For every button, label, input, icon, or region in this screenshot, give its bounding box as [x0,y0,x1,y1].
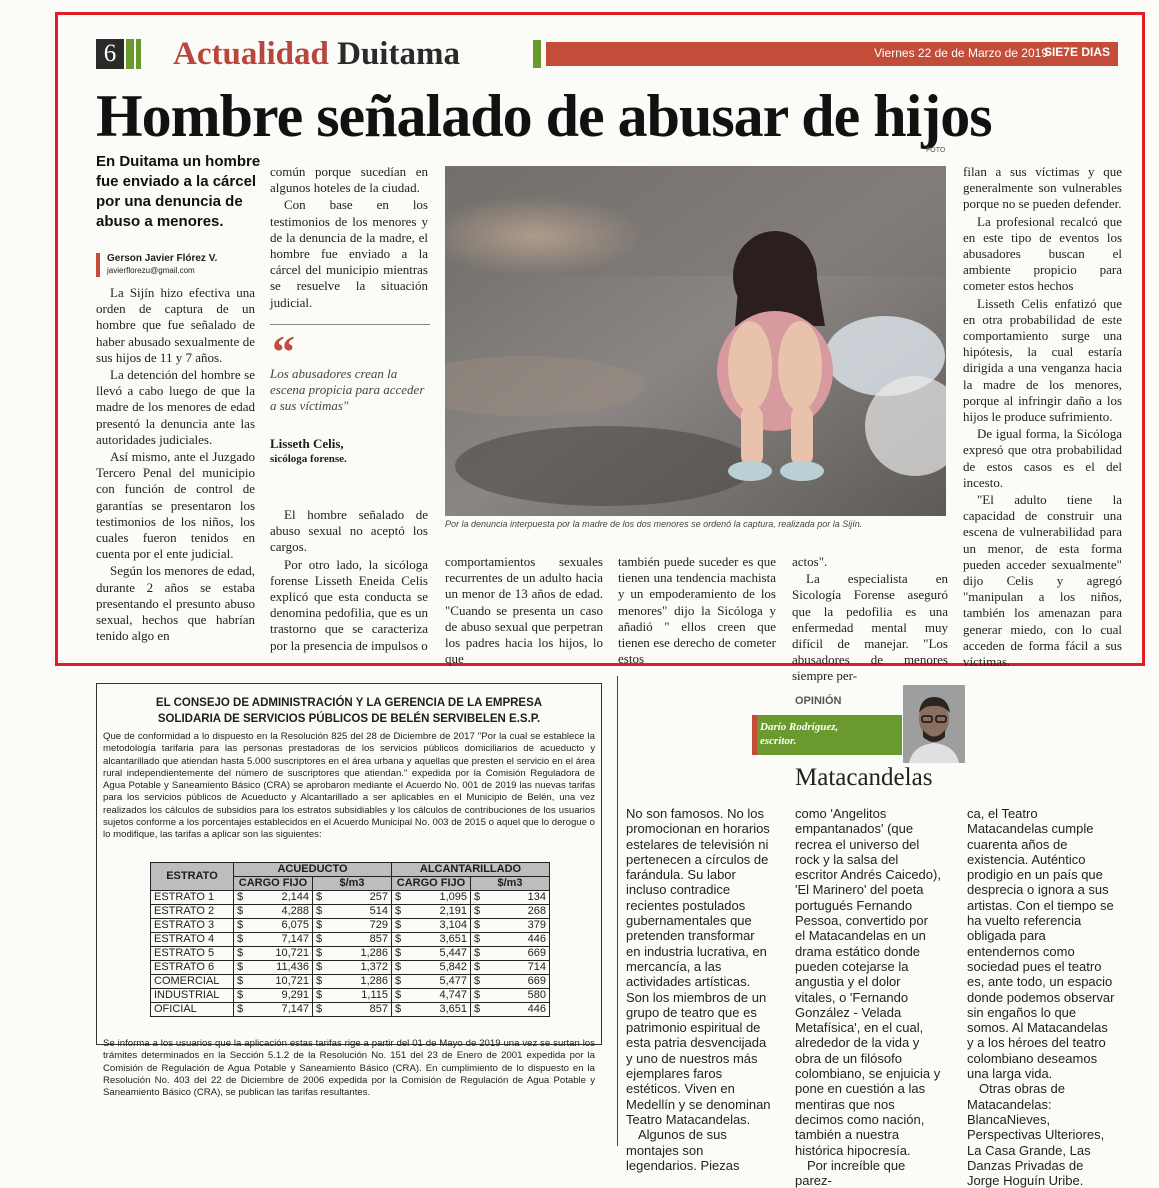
cell-value: 580 [527,989,546,1001]
cell-value: ESTRATO 6 [154,961,215,973]
m3-alcantarillado [471,989,550,1003]
cell-value: 3,651 [439,933,467,945]
page-number: 6 [96,39,124,69]
paragraph: De igual forma, la Sicóloga expresó que otra probabilidad de estos casos es el del incesto. [963,426,1122,490]
notice-title-line: SOLIDARIA DE SERVICIOS PÚBLICOS DE BELÉN SERVIBELEN E.S.P. [157,713,541,725]
paragraph: también puede suceder es que tienen una tendencia machista y un empoderamiento de los menores" dijo la Sicóloga y añadió " ellos creen que tienen ese derecho de cometer estos [618,554,776,667]
cell-value: ESTRATO 1 [154,891,215,903]
row-name [151,961,234,975]
cell-value: 7,147 [281,1003,309,1015]
currency-symbol: $ [237,961,244,973]
cell-value: 669 [527,947,546,959]
m3-alcantarillado [471,947,550,961]
table-row [151,919,550,933]
quote-icon: “ [272,326,295,377]
currency-symbol: $ [395,975,402,987]
photo-caption: Por la denuncia interpuesta por la madre de los dos menores se ordenó la captura, realizada por la Sijín. [445,519,863,529]
currency-symbol: $ [316,933,323,945]
table-row [151,961,550,975]
cell-value: ESTRATO 4 [154,933,215,945]
paragraph: actos". [792,554,828,569]
table-row [151,989,550,1003]
paragraph: como 'Angelitos empantanados' (que recrea el universo del rock y la salsa del escritor Andrés Caicedo), 'El Marinero' del poeta portugués Fernando Pessoa, convertido por el Matacandelas en un drama estático donde pueden cotejarse la angustia y el dolor vitales, o 'Fernando González - Velada Metafísica', en el cual, alrededor de la vida y obra de un filósofo colombiano, se enjuicia y pone en cuestión a las mentiras que nos decimos como nación, también a nuestra histórica hipocresía. [795,806,941,1158]
table-row [151,905,550,919]
cargo-fijo-acueducto [234,961,313,975]
row-name [151,947,234,961]
m3-acueducto [313,919,392,933]
paragraph: Así mismo, ante el Juzgado Tercero Penal del municipio con función de control de garantías se presentaron los testimonios de los niños, los cuales fueron tenidos en cuenta por el ente judicial. [96,449,255,562]
cell-value: 2,191 [439,905,467,917]
byline-accent [96,253,100,277]
cell-value: 2,144 [281,891,309,903]
currency-symbol: $ [237,919,244,931]
currency-symbol: $ [237,891,244,903]
m3-alcantarillado [471,933,550,947]
cell-value: 1,372 [360,961,388,973]
paragraph: Por otro lado, la sicóloga forense Lisseth Eneida Celis explicó que esta conducta se denomina pedofilia, que es un trastorno que se caracteriza por la presencia de impulsos o [270,556,428,653]
opinion-label: OPINIÓN [795,695,842,707]
author-portrait [903,685,965,763]
cell-value: 857 [369,1003,388,1015]
author-name: Gerson Javier Flórez V. [107,253,218,264]
m3-acueducto [313,947,392,961]
table-row [151,1003,550,1017]
cell-value: 1,286 [360,975,388,987]
cell-value: 714 [527,961,546,973]
cell-value: 4,747 [439,989,467,1001]
opinion-column-3 [967,806,1117,1188]
cell-value: 10,721 [275,947,309,959]
paragraph: "El adulto tiene la capacidad de construir una escena de vulnerabilidad para un menor, de esta forma pueden acceder sexualmente" dijo Celis y agregó "manipulan a los niños, también los amenazan para generar miedo, con lo cual acceden de forma fácil a sus víctimas. [963,492,1122,670]
cargo-fijo-acueducto [234,947,313,961]
currency-symbol: $ [237,905,244,917]
paragraph: La profesional recalcó que en este tipo de eventos los abusadores buscan el ambiente propicio para cometer estos hechos [963,213,1122,294]
cargo-fijo-acueducto [234,1003,313,1017]
m3-acueducto [313,961,392,975]
currency-symbol: $ [395,933,402,945]
paragraph: Algunos de sus montajes son legendarios. Piezas [626,1127,740,1173]
cargo-fijo-alcantarillado [392,947,471,961]
column-divider [617,676,618,1146]
row-name [151,905,234,919]
currency-symbol: $ [395,947,402,959]
m3-acueducto [313,933,392,947]
notice-title [96,695,602,727]
cell-value: 729 [369,919,388,931]
currency-symbol: $ [395,989,402,1001]
table-row [151,975,550,989]
cell-value: 6,075 [281,919,309,931]
currency-symbol: $ [237,975,244,987]
currency-symbol: $ [316,947,323,959]
cell-value: 379 [527,919,546,931]
row-name [151,1003,234,1017]
cell-value: ESTRATO 3 [154,919,215,931]
cell-value: OFICIAL [154,1003,197,1015]
m3-alcantarillado [471,1003,550,1017]
article-column-6 [963,164,1122,671]
paragraph: Con base en los testimonios de los menores y de la denuncia de la madre, el hombre fue enviado a la cárcel del municipio mientras se resuelve la situación judicial. [270,197,428,310]
paragraph: El hombre señalado de abuso sexual no aceptó los cargos. [270,507,428,555]
pull-quote: Los abusadores crean la escena propicia para acceder a sus víctimas" [270,366,425,413]
cell-value: 3,104 [439,919,467,931]
paragraph: Otras obras de Matacandelas: BlancaNieves, Perspectivas Ulteriores, La Casa Grande, Las Danzas Privadas de Jorge Hoguín Uribe. [967,1081,1105,1188]
cell-value: 1,115 [361,989,388,1001]
section-name: Actualidad [173,36,329,72]
row-name [151,891,234,905]
paragraph: filan a sus víctimas y que generalmente son vulnerables porque no se pueden defender. [963,164,1122,212]
cargo-fijo-alcantarillado [392,961,471,975]
paragraph: Según los menores de edad, durante 2 años se estaba presentando el presunto abuso sexual, hechos que habrían tenido algo en [96,563,255,644]
cell-value: ESTRATO 5 [154,947,215,959]
row-name [151,919,234,933]
photo-credit: FOTO [926,147,946,154]
cell-value: 446 [527,933,546,945]
cell-value: 1,286 [360,947,388,959]
article-column-1 [96,285,255,645]
section-city: Duitama [337,36,460,72]
cell-value: 5,842 [439,961,467,973]
cell-value: 7,147 [281,933,309,945]
issue-date: Viernes 22 de de Marzo de 2019 [874,46,1048,60]
opinion-column-2 [795,806,941,1188]
cell-value: 514 [369,905,388,917]
article-column-2-top [270,164,428,312]
cargo-fijo-acueducto [234,891,313,905]
cell-value: 11,436 [276,961,309,973]
row-name [151,933,234,947]
currency-symbol: $ [395,1003,402,1015]
cell-value: 5,477 [439,975,467,987]
m3-alcantarillado [471,891,550,905]
table-row [151,891,550,905]
cell-value: 257 [369,891,388,903]
cell-value: 857 [369,933,388,945]
cell-value: ESTRATO 2 [154,905,215,917]
avatar [903,685,965,763]
currency-symbol: $ [316,905,323,917]
currency-symbol: $ [395,891,402,903]
currency-symbol: $ [316,1003,323,1015]
cell-value: 5,447 [439,947,467,959]
paragraph: comportamientos sexuales recurrentes de un adulto hacia un menor de 13 años de edad. "Cuando se presenta un caso de abuso sexual que perpetran los padres hacia los hijos, lo que [445,554,603,667]
currency-symbol: $ [237,947,244,959]
cell-value: 446 [527,1003,546,1015]
cell-value: 134 [527,891,546,903]
article-column-4 [618,554,776,668]
paragraph: La detención del hombre se llevó a cabo luego de que la madre de los menores de edad presentó la denuncia ante las autoridades judiciales. [96,367,255,447]
m3-alcantarillado [471,961,550,975]
currency-symbol: $ [474,1003,481,1015]
tariff-table [150,862,550,1017]
opinion-author-role: escritor. [760,735,797,747]
paragraph: La Sijín hizo efectiva una orden de captura de un hombre que fue señalado de haber abusado sexualmente de sus hijos de 11 y 7 años. [96,285,255,365]
paragraph: No son famosos. No los promocionan en horarios estelares de televisión ni pertenecen a círculos de farándula. Su labor incluso contradice recientes postulados gubernamentales que pretenden transformar en industria lucrativa, en mercancía, a las actividades artísticas. Son los miembros de un grupo de teatro que es patrimonio espiritual de esta patria desvencijada y uno de nuestros más ejemplares faros estéticos. Viven en Medellín y se denominan Teatro Matacandelas. [626,806,771,1127]
cargo-fijo-alcantarillado [392,933,471,947]
cargo-fijo-acueducto [234,933,313,947]
article-photo [445,166,946,516]
cell-value: 10,721 [275,975,309,987]
tariff-table-wrapper [150,862,550,1017]
row-name [151,975,234,989]
paragraph: ca, el Teatro Matacandelas cumple cuarenta años de existencia. Auténtico prodigio en un país que desprecia o ignora a sus artistas. Con el tiempo se ha vuelto referencia obligada para entendernos como sociedad pues el teatro es, ante todo, un espacio donde podemos observar sin engaños lo que somos. Al Matacandelas y a los héroes del teatro colombiano deseamos una larga vida. [967,806,1115,1082]
cell-value: 4,288 [281,905,309,917]
cell-value: COMERCIAL [154,975,220,987]
article-column-2-bottom [270,507,428,655]
currency-symbol: $ [237,933,244,945]
quote-author-role: sicóloga forense. [270,453,347,465]
m3-acueducto [313,1003,392,1017]
currency-symbol: $ [316,989,323,1001]
paragraph: Por increíble que parez- [795,1157,906,1188]
currency-symbol: $ [474,905,481,917]
cell-value: 1,095 [439,891,467,903]
article-column-5 [792,554,948,686]
notice-footer: Se informa a los usuarios que la aplicación estas tarifas rige a partir del 01 de Mayo de 2019 una vez se surtan los trámites determinados en la Sección 5.1.2 de la Resolución No. 151 del 23 de Enero de 2001 expedida por la Comisión de Regulación de Agua Potable y Saneamiento Básico (CRA). En cumplimiento de lo dispuesto en la Resolución No. 403 del 22 de Diciembre de 2006 expedida por la Comisión de Regulación de Agua Potable y Saneamiento Básico (CRA), se publican las tarifas resultantes. [103,1038,595,1099]
cell-value: 9,291 [281,989,309,1001]
opinion-author-name: Darío Rodríguez, [760,721,839,733]
paragraph: común porque sucedían en algunos hoteles de la ciudad. [270,164,428,196]
row-name [151,989,234,1003]
currency-symbol: $ [316,961,323,973]
m3-acueducto [313,989,392,1003]
m3-alcantarillado [471,975,550,989]
photo-illustration [445,166,946,516]
headline: Hombre señalado de abusar de hijos [96,83,992,149]
tariff-rows [151,891,550,1017]
header-m3: $/m3 [471,877,550,891]
cargo-fijo-acueducto [234,919,313,933]
opinion-author [760,720,838,748]
cargo-fijo-alcantarillado [392,975,471,989]
cargo-fijo-alcantarillado [392,1003,471,1017]
currency-symbol: $ [395,905,402,917]
cargo-fijo-alcantarillado [392,905,471,919]
currency-symbol: $ [395,919,402,931]
currency-symbol: $ [474,989,481,1001]
article-lead: En Duitama un hombre fue enviado a la cárcel por una denuncia de abuso a menores. [96,153,261,230]
notice-body: Que de conformidad a lo dispuesto en la Resolución 825 del 28 de Diciembre de 2017 "Por la cual se establece la metodología tarifaria para las personas prestadoras de los servicios públicos domiciliarios de acueducto y alcantarillado que atiendan hasta 5.000 suscriptores en el área urbana y aquellas que presten el servicio en el área rural independientemente del número de suscriptores que atiendan." expedida por la Comisión Reguladora de Agua Potable y Saneamiento Básico (CRA) se aprobaron mediante el Acuerdo No. 001 de 2019 las nuevas tarifas para los servicios públicos de Acueducto y Alcantarillado a ser aplicables en el Municipio de Belén, una vez realizados los cálculos de subsidios para los estratos subsidiables y los cálculos de contribuciones de los usuarios sujetos conforme a los porcentajes establecidos en el Acuerdo Municipal No. 003 de 2015 o aquel que lo derogue o lo modifique, las tarifas a aplicar son las siguientes: [103,731,595,841]
cell-value: INDUSTRIAL [154,989,220,1001]
notice-title-line: EL CONSEJO DE ADMINISTRACIÓN Y LA GERENCIA DE LA EMPRESA [155,697,543,709]
cell-value: 3,651 [439,1003,467,1015]
m3-alcantarillado [471,919,550,933]
currency-symbol: $ [474,961,481,973]
m3-acueducto [313,891,392,905]
m3-acueducto [313,905,392,919]
opinion-accent [752,715,757,755]
opinion-title: Matacandelas [795,764,933,791]
currency-symbol: $ [395,961,402,973]
currency-symbol: $ [316,891,323,903]
author-email[interactable]: javierflorezu@gmail.com [107,266,195,275]
header-cargo-fijo: CARGO FIJO [392,877,471,891]
cell-value: 669 [527,975,546,987]
header-acueducto: ACUEDUCTO [234,863,392,877]
newspaper-brand: SIE7E DIAS [1043,45,1110,59]
header-cargo-fijo: CARGO FIJO [234,877,313,891]
article-column-3 [445,554,603,668]
paragraph: La especialista en Sicología Forense aseguró que la pedofilia es una enfermedad mental muy difícil de manejar. "Los abusadores de menores siempre per- [792,571,948,684]
currency-symbol: $ [316,975,323,987]
table-row [151,947,550,961]
quote-rule [270,324,430,325]
cargo-fijo-alcantarillado [392,891,471,905]
header-m3: $/m3 [313,877,392,891]
cargo-fijo-acueducto [234,905,313,919]
header-estrato: ESTRATO [151,863,234,891]
opinion-column-1 [626,806,772,1173]
header-alcantarillado: ALCANTARILLADO [392,863,550,877]
m3-alcantarillado [471,905,550,919]
currency-symbol: $ [474,933,481,945]
m3-acueducto [313,975,392,989]
currency-symbol: $ [474,947,481,959]
table-row [151,933,550,947]
cell-value: 268 [527,905,546,917]
cargo-fijo-acueducto [234,975,313,989]
currency-symbol: $ [316,919,323,931]
cargo-fijo-alcantarillado [392,919,471,933]
currency-symbol: $ [237,1003,244,1015]
cargo-fijo-acueducto [234,989,313,1003]
cargo-fijo-alcantarillado [392,989,471,1003]
currency-symbol: $ [237,989,244,1001]
quote-author: Lisseth Celis, [270,436,344,451]
currency-symbol: $ [474,975,481,987]
currency-symbol: $ [474,891,481,903]
paragraph: Lisseth Celis enfatizó que en otra probabilidad de este comportamiento surge una hipótesis, la cual estaría dirigida a una venganza hacia la madre de los menores, porque al infringir daño a los hijos le produce sufrimiento. [963,295,1122,425]
currency-symbol: $ [474,919,481,931]
